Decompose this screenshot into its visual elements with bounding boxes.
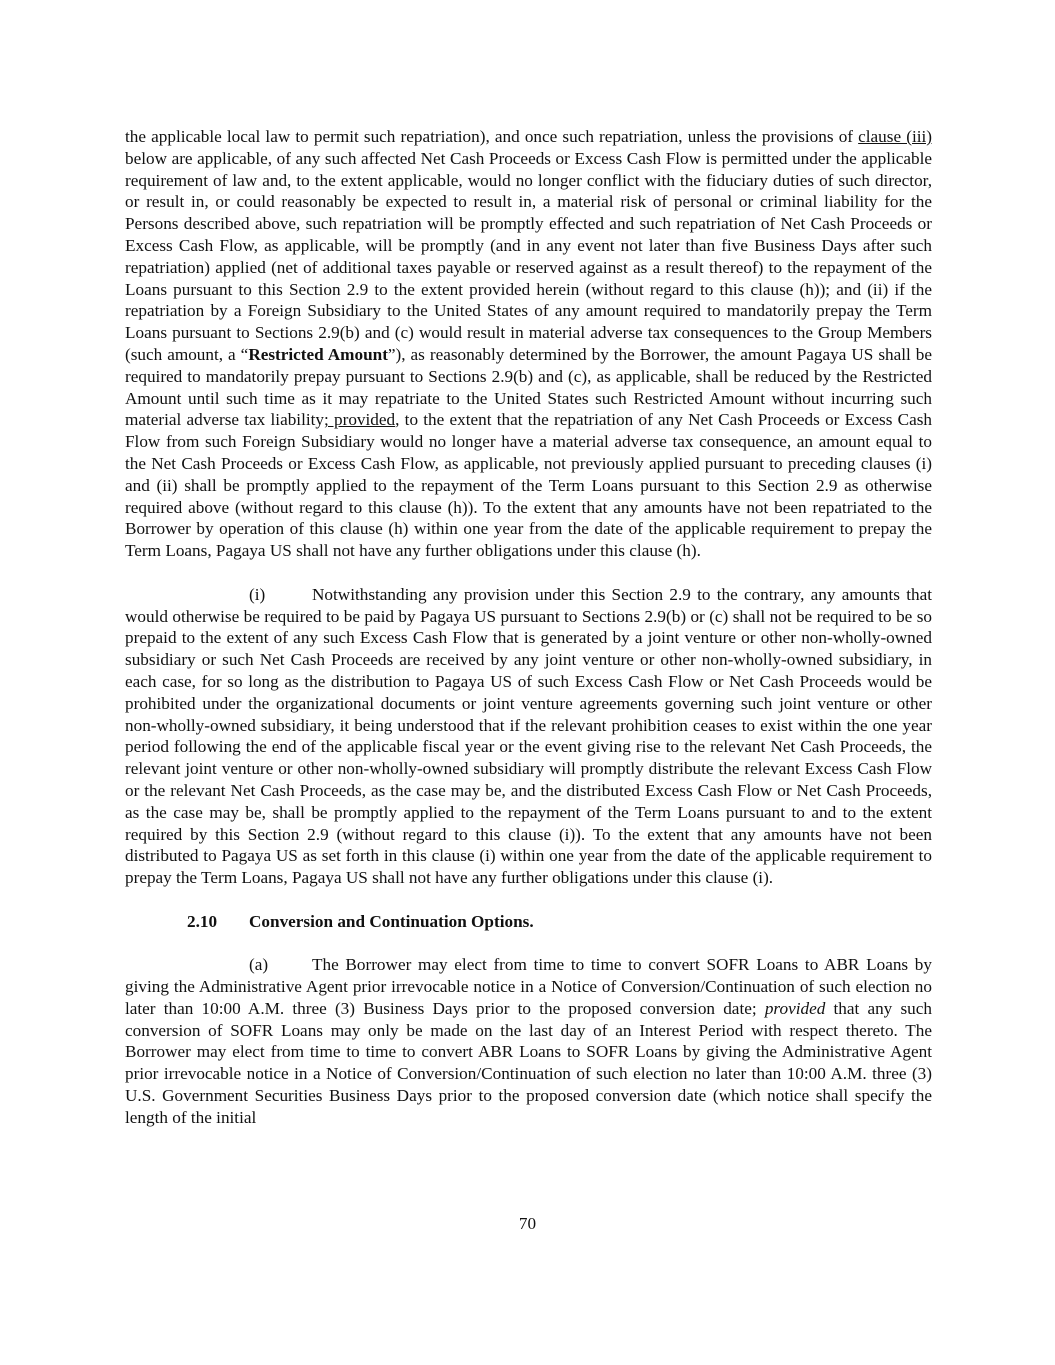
cross-reference-clause-iii: clause (iii) [858,127,932,146]
clause-label: (i) [249,584,266,604]
section-title: Conversion and Continuation Options. [249,911,534,931]
underlined-provided: ; provided [324,410,396,430]
paragraph-clause-a [125,954,932,1128]
defined-term-restricted-amount: Restricted Amount [248,344,388,364]
text-run: that any such conversion of SOFR Loans may only be made on the last day of an Interest Period with respect thereto. The Borrower may elect from time to time to convert ABR Loans to SOFR Loans by giving the Administrative Agent prior irrevocable notice in a Notice of Conversion/Continuation of such election no later than 10:00 A.M. three (3) U.S. Government Securities Business Days prior to the proposed conversion date (which notice shall specify the length of the initial [125,998,932,1127]
document-page [125,126,932,1129]
text-run: Notwithstanding any provision under this Section 2.9 to the contrary, any amounts that would otherwise be required to be paid by Pagaya US pursuant to Sections 2.9(b) or (c) shall not be required to be so prepaid to the extent of any such Excess Cash Flow that is generated by a joint venture or other non-wholly-owned subsidiary or such Net Cash Proceeds are received by any joint venture or other non-wholly-owned subsidiary, in each case, for so long as the distribution to Pagaya US of such Excess Cash Flow or Net Cash Proceeds would be prohibited under the organizational documents or joint venture agreements governing such joint venture or other non-wholly-owned subsidiary, it being understood that if the relevant prohibition ceases to exist within the one year period following the end of the applicable fiscal year or the event giving rise to the relevant Net Cash Proceeds, the relevant joint venture or other non-wholly-owned subsidiary will promptly distribute the relevant Excess Cash Flow or the relevant Net Cash Proceeds, as the case may be, and the distributed Excess Cash Flow or Net Cash Proceeds, as the case may be, shall be promptly applied to the repayment of the Term Loans pursuant to and to the extent required by this Section 2.9 (without regard to this clause (i)). To the extent that any amounts have not been distributed to Pagaya US as set forth in this clause (i) within one year from the date of the applicable requirement to prepay the Term Loans, Pagaya US shall not have any further obligations under this clause (i). [125,584,932,888]
text-run: ”), as reasonably determined by the Borrower, the amount Pagaya US shall be required to mandatorily prepay pursuant to Sections 2.9(b) and (c), as applicable, shall be reduced by the Restricted Amount until such time as it may repatriate to the United States such Restricted Amount without incurring such material adverse tax liability [125,344,932,430]
text-run: The Borrower may elect from time to time to convert SOFR Loans to ABR Loans by giving the Administrative Agent prior irrevocable notice in a Notice of Conversion/Continuation of such election no later than 10:00 A.M. three (3) Business Days prior to the proposed conversion date; [125,955,932,1018]
text-run: , to the extent that the repatriation of any Net Cash Proceeds or Excess Cash Flow from such Foreign Subsidiary would no longer have a material adverse tax consequence, an amount equal to the Net Cash Proceeds or Excess Cash Flow, as applicable, not previously applied pursuant to preceding clauses (i) and (ii) shall be promptly applied to the repayment of the Term Loans pursuant to this Section 2.9 as otherwise required above (without regard to this clause (h)). To the extent that any amounts have not been repatriated to the Borrower by operation of this clause (h) within one year from the date of the applicable requirement to prepay the Term Loans, Pagaya US shall not have any further obligations under this clause (h). [125,410,932,561]
text-run: below are applicable, of any such affected Net Cash Proceeds or Excess Cash Flow is permitted under the applicable requirement of law and, to the extent applicable, would no longer conflict with the fiduciary duties of such director, or result in, or could reasonably be expected to result in, a material risk of personal or criminal liability for the Persons described above, such repatriation will be promptly effected and such repatriation of Net Cash Proceeds or Excess Cash Flow, as applicable, will be promptly (and in any event not later than five Business Days after such repatriation) applied (net of additional taxes payable or reserved against as a result thereof) to the repayment of the Loans pursuant to this Section 2.9 to the extent provided herein (without regard to this clause (h)); and (ii) if the repatriation by a Foreign Subsidiary to the United States of any amount required to mandatorily prepay the Term Loans pursuant to Sections 2.9(b) and (c) would result in material adverse tax consequences to the Group Members (such amount, a “ [125,148,932,364]
page-number: 70 [518,1214,537,1233]
paragraph-spacer [125,562,932,584]
paragraph-clause-i [125,584,932,889]
italic-provided: provided [764,998,826,1018]
paragraph-spacer [125,889,932,911]
paragraph-clause-h-continued [125,126,932,562]
text-run: the applicable local law to permit such repatriation), and once such repatriation, unless the provisions of [125,127,859,146]
clause-label: (a) [249,955,269,975]
section-heading [125,911,932,933]
section-number: 2.10 [187,911,218,931]
paragraph-spacer [125,932,932,954]
